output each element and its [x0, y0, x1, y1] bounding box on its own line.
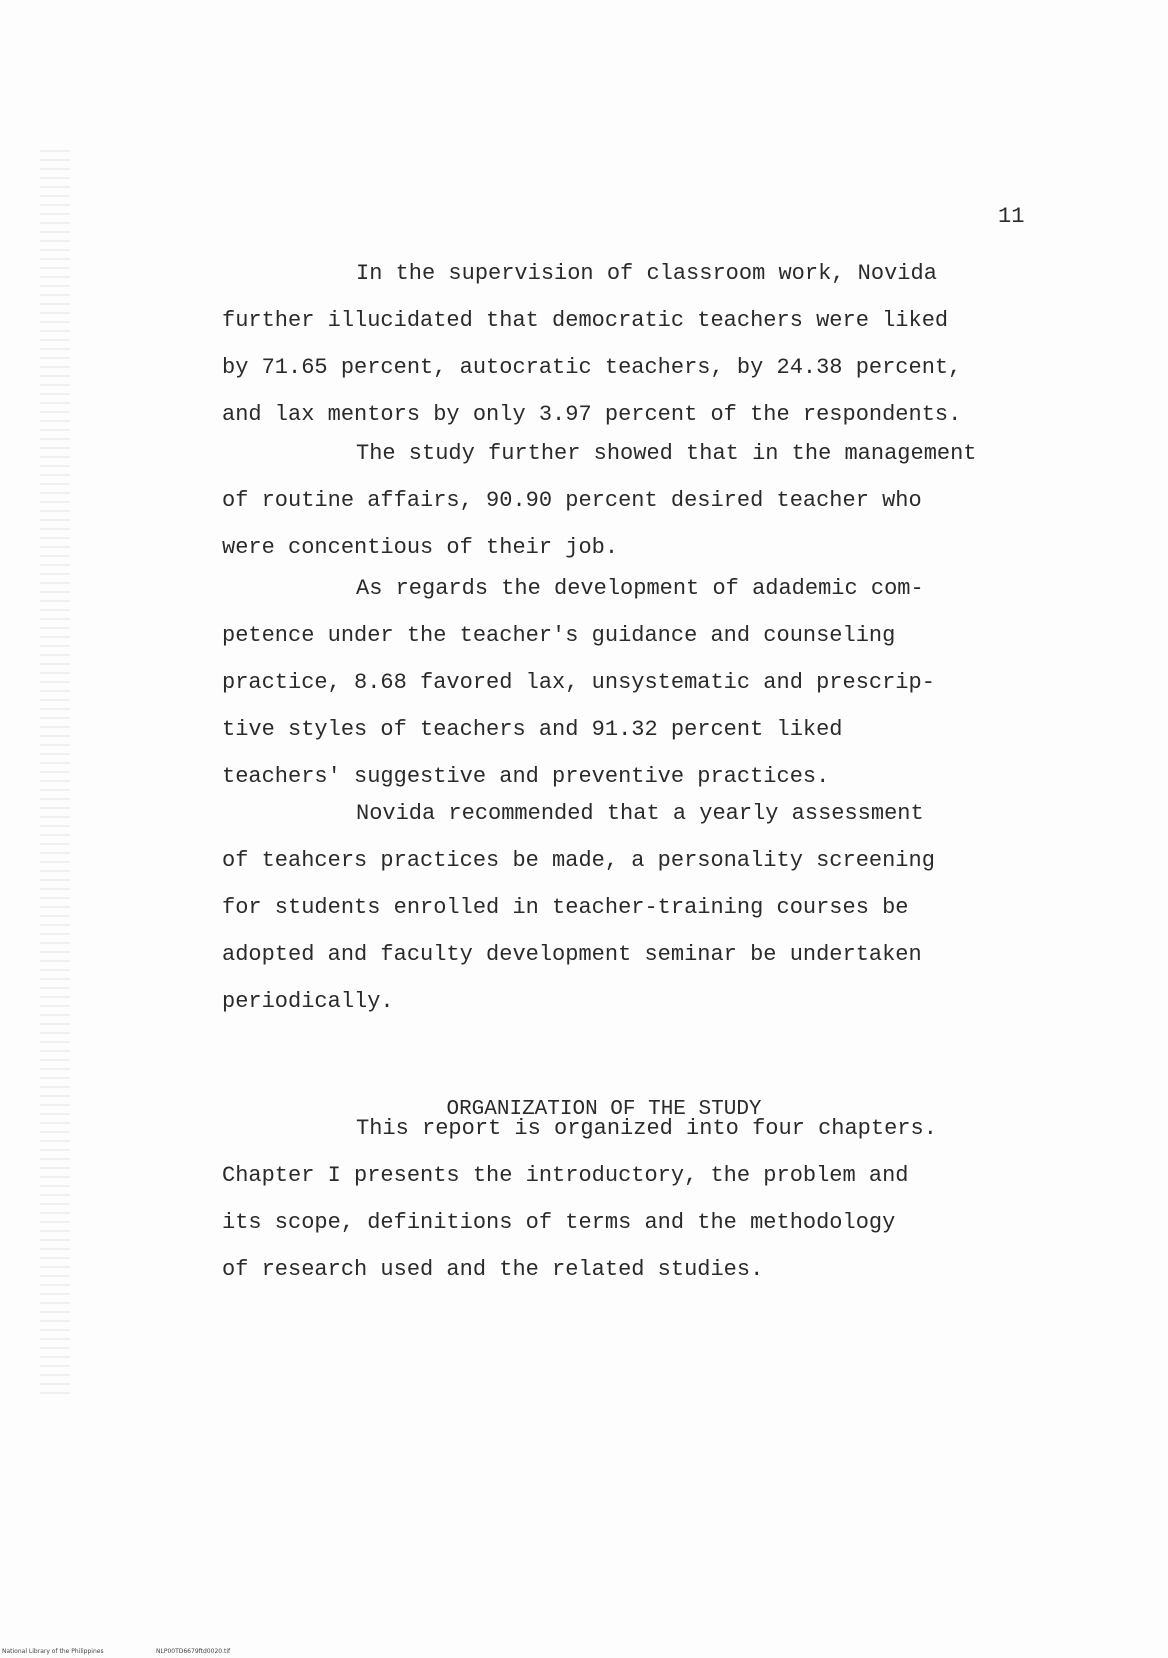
text-line: and lax mentors by only 3.97 percent of the respondents.	[222, 402, 962, 427]
text-line: of teahcers practices be made, a personality screening	[222, 848, 935, 873]
text-line: of routine affairs, 90.90 percent desired teacher who	[222, 488, 922, 513]
section-heading: ORGANIZATION OF THE STUDY	[446, 1098, 762, 1121]
text-line: by 71.65 percent, autocratic teachers, by 24.38 percent,	[222, 355, 962, 380]
text-line: periodically.	[222, 989, 394, 1014]
paragraph-routine-affairs	[222, 430, 1052, 571]
text-line: adopted and faculty development seminar be undertaken	[222, 942, 922, 967]
text-line: further illucidated that democratic teachers were liked	[222, 308, 949, 333]
text-line: for students enrolled in teacher-training courses be	[222, 895, 909, 920]
footer-library-name: National Library of the Philippines	[2, 1648, 104, 1655]
text-line: This report is organized into four chapters.	[356, 1116, 937, 1141]
page-number: 11	[998, 204, 1025, 229]
paragraph-academic-competence	[222, 565, 1052, 800]
paragraph-recommendations	[222, 790, 1052, 1025]
text-line: its scope, definitions of terms and the methodology	[222, 1210, 896, 1235]
text-line: teachers' suggestive and preventive practices.	[222, 764, 830, 789]
text-line: were concentious of their job.	[222, 535, 619, 560]
text-line: tive styles of teachers and 91.32 percent liked	[222, 717, 843, 742]
paragraph-supervision	[222, 250, 1052, 438]
text-line: Chapter I presents the introductory, the problem and	[222, 1163, 909, 1188]
text-line: of research used and the related studies.	[222, 1257, 764, 1282]
text-line: petence under the teacher's guidance and counseling	[222, 623, 896, 648]
binding-edge-marks	[40, 150, 70, 1400]
text-line: As regards the development of adademic com-	[356, 576, 924, 601]
text-line: Novida recommended that a yearly assessment	[356, 801, 924, 826]
footer-file-name: NLP00TD6679ftd0020.tif	[156, 1648, 231, 1655]
text-line: practice, 8.68 favored lax, unsystematic and prescrip-	[222, 670, 935, 695]
paragraph-organization	[222, 1105, 1052, 1293]
text-line: In the supervision of classroom work, Novida	[356, 261, 937, 286]
text-line: The study further showed that in the management	[356, 441, 977, 466]
